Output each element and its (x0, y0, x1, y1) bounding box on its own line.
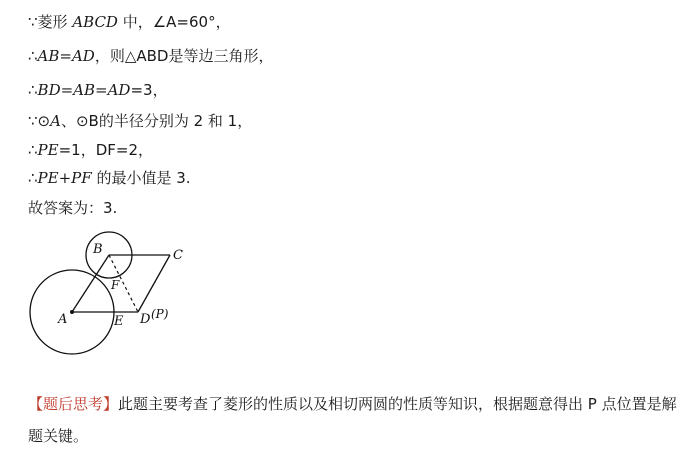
line-text: ∵菱形 (28, 13, 73, 31)
label-f: F (111, 278, 120, 292)
label-a: A (58, 312, 68, 327)
line-var: ABCD (72, 13, 118, 31)
line-text: 、⊙B的半径分别为 2 和 1， (60, 112, 253, 130)
line-text: ，则△ABD是等边三角形， (94, 47, 274, 65)
line-text: 的最小值是 3. (91, 169, 191, 187)
line-var: PE+PF (37, 169, 92, 187)
note-text: 此题主要考查了菱形的性质以及相切两圆的性质等知识，根据题意得出 P 点位置是解题关键。 (28, 395, 677, 445)
line-text: ∵⊙ (28, 112, 51, 130)
line-text: =3， (130, 81, 168, 99)
line-var: AB=AD (37, 47, 95, 65)
note-tag: 【题后思考】 (28, 395, 119, 413)
label-d: D (140, 312, 151, 327)
line-text: 中，∠A=60°， (117, 13, 231, 31)
label-b: B (93, 242, 103, 257)
line-text: =1，DF=2， (58, 141, 153, 159)
point-a-dot (70, 310, 74, 314)
note-block (28, 388, 678, 452)
line-var: BD=AB=AD (37, 81, 131, 99)
line-text: ∴ (28, 141, 38, 159)
label-dp: (P) (151, 307, 169, 321)
line-text: 故答案为：3. (28, 199, 118, 217)
line-text: ∴ (28, 169, 38, 187)
line-var: PE (37, 141, 59, 159)
side-cd (138, 255, 170, 312)
label-e: E (114, 314, 124, 329)
line-text: ∴ (28, 81, 38, 99)
line-var: A (50, 112, 61, 130)
line-text: ∴ (28, 47, 38, 65)
label-c: C (173, 248, 183, 263)
